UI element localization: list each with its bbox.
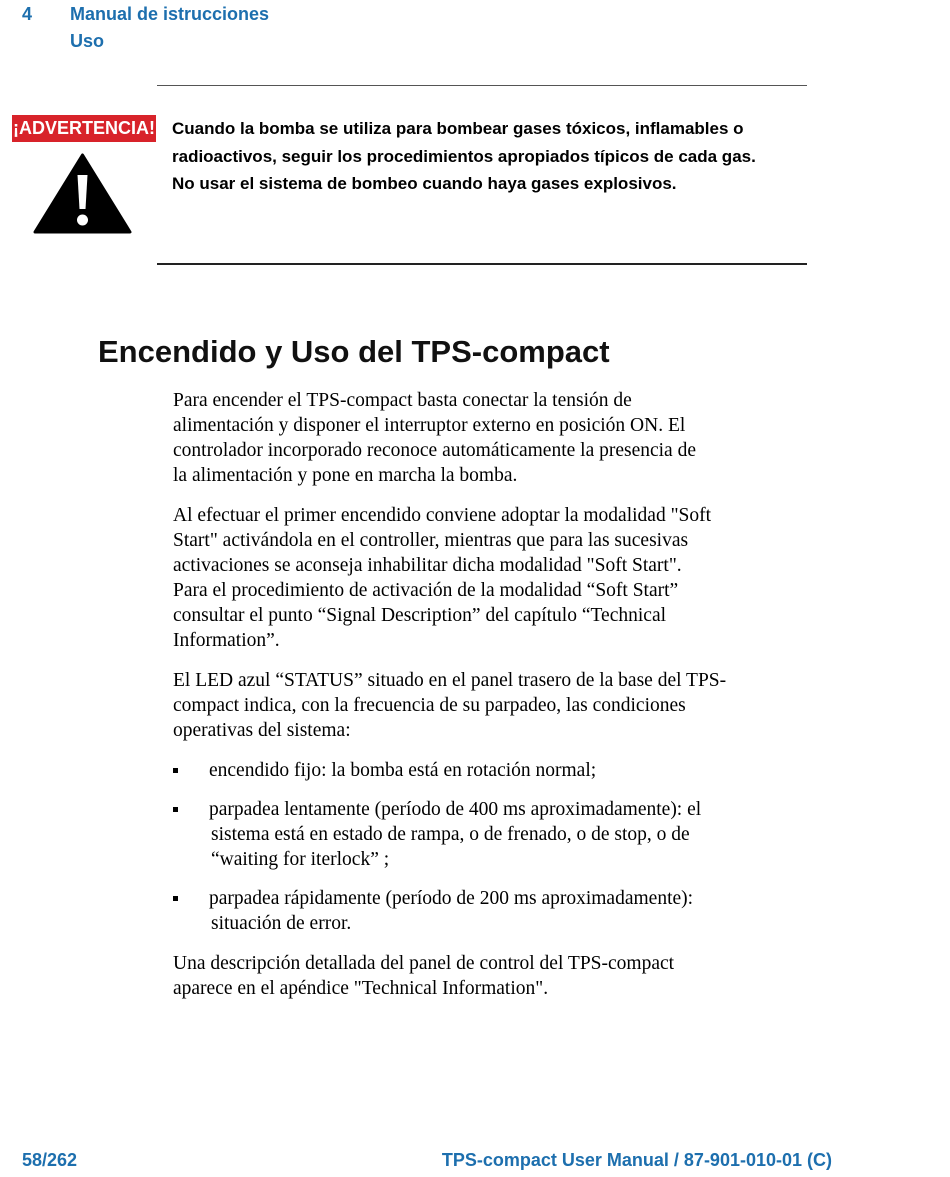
bullet-icon <box>173 807 178 812</box>
text-line: Para encender el TPS-compact basta conectar la tensión de <box>173 390 632 411</box>
bullet-icon <box>173 896 178 901</box>
list-item <box>173 758 833 783</box>
warning-line: radioactivos, seguir los procedimientos apropiados típicos de cada gas. <box>172 146 756 166</box>
warning-bottom-rule <box>157 263 807 265</box>
list-item <box>173 797 833 872</box>
status-list <box>173 758 833 936</box>
document-reference: TPS-compact User Manual / 87-901-010-01 (C) <box>441 1150 832 1170</box>
chapter-title: Manual de istrucciones <box>70 4 270 24</box>
section-title: Encendido y Uso del TPS-compact <box>98 334 610 369</box>
text-line: la alimentación y pone en marcha la bomba. <box>173 465 518 486</box>
text-line: Al efectuar el primer encendido conviene adoptar la modalidad "Soft <box>173 505 712 526</box>
warning-top-rule <box>157 85 807 86</box>
text-line: aparece en el apéndice "Technical Information". <box>173 978 549 999</box>
warning-line: Cuando la bomba se utiliza para bombear gases tóxicos, inflamables o <box>172 119 744 138</box>
text-line: “waiting for iterlock” ; <box>211 849 390 870</box>
section-label: Uso <box>70 31 105 51</box>
text-line: consultar el punto “Signal Description” del capítulo “Technical <box>173 605 667 626</box>
text-line: alimentación y disponer el interruptor externo en posición ON. El <box>173 415 686 436</box>
text-line: compact indica, con la frecuencia de su parpadeo, las condiciones <box>173 695 686 716</box>
text-line: sistema está en estado de rampa, o de frenado, o de stop, o de <box>211 824 690 845</box>
text-line: Una descripción detallada del panel de control del TPS-compact <box>173 953 675 974</box>
text-line: operativas del sistema: <box>173 720 351 741</box>
warning-line: No usar el sistema de bombeo cuando haya gases explosivos. <box>172 174 677 193</box>
text-line: activaciones se aconseja inhabilitar dicha modalidad "Soft Start". <box>173 555 682 576</box>
warning-text <box>172 115 792 198</box>
warning-badge: ¡ADVERTENCIA! <box>12 115 156 142</box>
bullet-icon <box>173 768 178 773</box>
page-number: 58/262 <box>22 1150 78 1170</box>
text-line: Para el procedimiento de activación de la modalidad “Soft Start” <box>173 580 679 601</box>
text-line: El LED azul “STATUS” situado en el panel trasero de la base del TPS- <box>173 670 727 691</box>
paragraph-soft-start <box>173 503 833 653</box>
text-line: encendido fijo: la bomba está en rotación normal; <box>209 760 597 781</box>
paragraph-control-panel <box>173 951 833 1001</box>
section-body <box>173 388 833 1016</box>
chapter-number: 4 <box>22 4 33 24</box>
text-line: Information”. <box>173 630 280 651</box>
paragraph-status-led <box>173 668 833 743</box>
text-line: situación de error. <box>211 913 352 934</box>
warning-triangle-icon <box>33 153 132 235</box>
text-line: parpadea lentamente (período de 400 ms aproximadamente): el <box>209 799 702 820</box>
paragraph-power-on <box>173 388 833 488</box>
text-line: Start" activándola en el controller, mientras que para las sucesivas <box>173 530 689 551</box>
text-line: controlador incorporado reconoce automáticamente la presencia de <box>173 440 696 461</box>
list-item <box>173 886 833 936</box>
text-line: parpadea rápidamente (período de 200 ms aproximadamente): <box>209 888 694 909</box>
